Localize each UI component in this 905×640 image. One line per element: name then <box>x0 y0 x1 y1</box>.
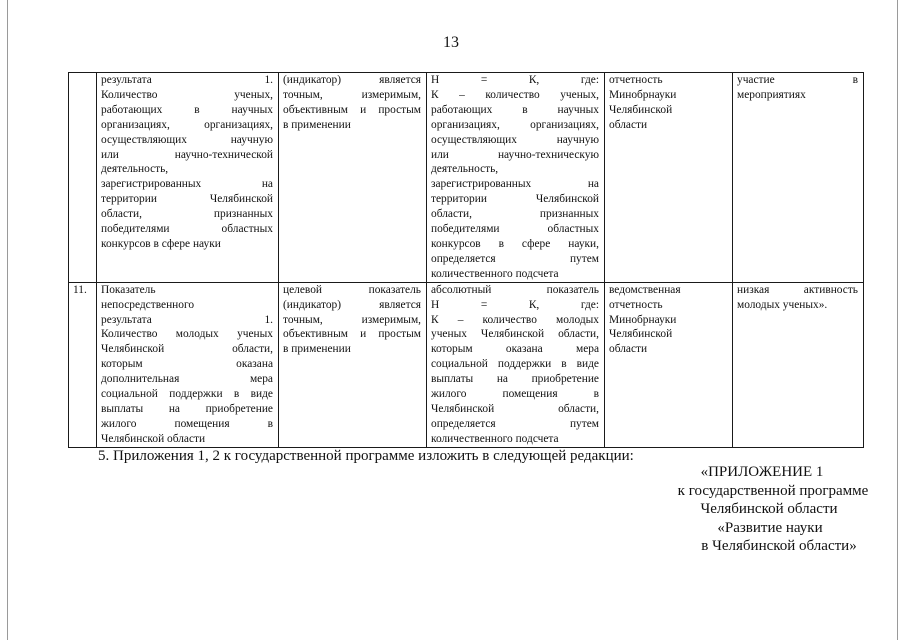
cell-line: К – количество ученых, <box>431 88 599 101</box>
cell-line: организациях, организациях, <box>101 118 273 131</box>
cell-line: абсолютный показатель <box>431 283 599 296</box>
cell-line: количественного подсчета <box>431 267 559 280</box>
cell-line: или научно-технической <box>101 148 273 161</box>
cell-line: результата 1. <box>101 74 273 86</box>
cell-line: Челябинской <box>609 103 673 116</box>
appendix-title: «ПРИЛОЖЕНИЕ 1 <box>700 464 824 480</box>
cell-line: области, признанных <box>431 208 599 221</box>
cell-line: организациях, организациях, <box>431 118 599 131</box>
indicator-type-cell <box>279 73 427 283</box>
calculation-method-cell <box>427 282 605 447</box>
cell-line: участие в <box>737 74 858 86</box>
cell-line: Челябинской <box>609 328 673 341</box>
cell-line: социальной поддержки в виде <box>431 358 599 371</box>
appendix-line-program-name: «Развитие науки <box>717 519 823 536</box>
cell-line: выплаты на приобретение <box>101 402 273 415</box>
data-source-cell <box>605 282 733 447</box>
cell-line: зарегистрированных на <box>431 178 599 191</box>
cell-line: осуществляющих научную <box>101 133 273 146</box>
cell-line: выплаты на приобретение <box>431 373 599 386</box>
indicator-name-cell <box>97 73 279 283</box>
row-number: 11. <box>69 282 97 447</box>
cell-line: области <box>609 343 648 356</box>
cell-line: социальной поддержки в виде <box>101 388 273 401</box>
cell-line: Минобрнауки <box>609 313 677 326</box>
cell-line: Челябинской области <box>101 432 206 445</box>
cell-line: жилого помещения в <box>431 388 599 401</box>
cell-line: количественного подсчета <box>431 432 559 445</box>
cell-line: (индикатор) является <box>283 298 421 311</box>
cell-line: работающих в научных <box>431 103 599 116</box>
cell-line: определяется путем <box>431 417 599 430</box>
cell-line: работающих в научных <box>101 103 273 116</box>
cell-line: территории Челябинской <box>101 193 273 206</box>
cell-line: отчетность <box>609 298 663 311</box>
calculation-method-cell <box>427 73 605 283</box>
cell-line: ведомственная <box>609 283 681 296</box>
risk-factors-cell <box>733 73 864 283</box>
cell-line: зарегистрированных на <box>101 178 273 191</box>
cell-line: территории Челябинской <box>431 193 599 206</box>
appendix-line-program: к государственной программе <box>677 482 869 499</box>
cell-line: молодых ученых». <box>737 298 828 311</box>
page-number: 13 <box>443 34 459 51</box>
cell-line: в применении <box>283 343 351 356</box>
cell-line: Количество ученых, <box>101 88 273 101</box>
cell-line: Н = К, где: <box>431 74 599 86</box>
cell-line: определяется путем <box>431 252 599 265</box>
cell-line: деятельность, <box>431 163 499 176</box>
cell-line: ученых Челябинской области, <box>431 328 599 341</box>
cell-line: жилого помещения в <box>101 417 273 430</box>
scan-edge-left <box>7 0 8 640</box>
cell-line: (индикатор) является <box>283 74 421 86</box>
cell-line: К – количество молодых <box>431 313 599 326</box>
cell-line: точным, измеримым, <box>283 313 421 326</box>
cell-line: Челябинской области, <box>431 402 599 415</box>
cell-line: победителями областных <box>431 223 599 236</box>
appendix-header <box>600 463 900 556</box>
cell-line: объективным и простым <box>283 328 421 341</box>
cell-line: результата 1. <box>101 313 273 326</box>
cell-line: победителями областных <box>101 223 273 236</box>
cell-line: конкурсов в сфере науки <box>101 237 221 250</box>
indicator-name-cell <box>97 282 279 447</box>
risk-factors-cell <box>733 282 864 447</box>
cell-line: отчетность <box>609 74 663 86</box>
cell-line: области, признанных <box>101 208 273 221</box>
cell-line: низкая активность <box>737 283 858 296</box>
cell-line: точным, измеримым, <box>283 88 421 101</box>
cell-line: области <box>609 118 648 131</box>
amendment-note: 5. Приложения 1, 2 к государственной программе изложить в следующей редакции: <box>98 448 634 464</box>
table-row <box>69 282 864 447</box>
cell-line: Минобрнауки <box>609 88 677 101</box>
cell-line: или научно-техническую <box>431 148 599 161</box>
indicator-type-cell <box>279 282 427 447</box>
cell-line: Количество молодых ученых <box>101 328 273 341</box>
cell-line: дополнительная мера <box>101 373 273 386</box>
cell-line: целевой показатель <box>283 283 421 296</box>
cell-line: осуществляющих научную <box>431 133 599 146</box>
cell-line: Показатель <box>101 283 156 296</box>
data-source-cell <box>605 73 733 283</box>
cell-line: которым оказана <box>101 358 273 371</box>
table-row <box>69 73 864 283</box>
cell-line: объективным и простым <box>283 103 421 116</box>
cell-line: непосредственного <box>101 298 195 311</box>
cell-line: Н = К, где: <box>431 298 599 311</box>
cell-line: мероприятиях <box>737 88 806 101</box>
cell-line: конкурсов в сфере науки, <box>431 237 599 250</box>
cell-line: деятельность, <box>101 163 169 176</box>
appendix-line-region: Челябинской области <box>700 501 838 517</box>
cell-line: которым оказана мера <box>431 343 599 356</box>
cell-line: в применении <box>283 118 351 131</box>
indicator-table <box>68 72 864 448</box>
cell-line: Челябинской области, <box>101 343 273 356</box>
appendix-line-program-region: в Челябинской области» <box>701 538 857 554</box>
row-number <box>69 73 97 283</box>
